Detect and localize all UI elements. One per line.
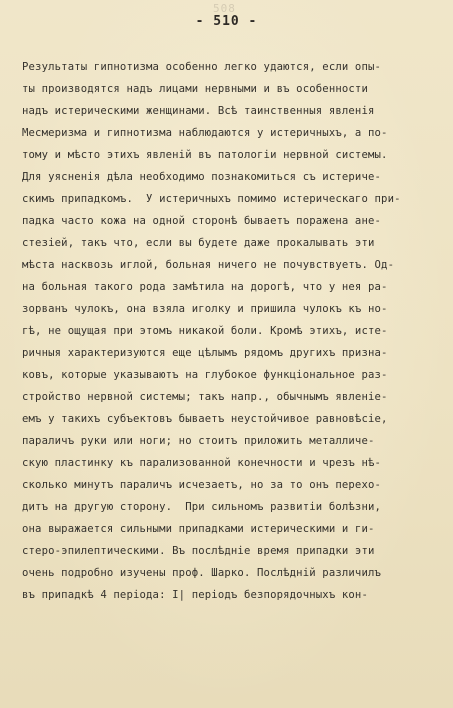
text-line: ричныя характеризуются еще цѣлымъ рядомъ другихъ призна- [22, 347, 388, 359]
text-line: падка часто кожа на одной сторонѣ бываетъ поражена ане- [22, 215, 382, 227]
text-line: мѣста насквозь иглой, больная ничего не почувствуетъ. Од- [22, 259, 395, 271]
text-line: тому и мѣсто этихъ явленій въ патологіи нервной системы. [22, 149, 388, 161]
text-line: емъ у такихъ субъектовъ бываетъ неустойчивое равновѣсіе, [22, 413, 388, 425]
text-line: ты производятся надъ лицами нервными и въ особенности [22, 83, 368, 95]
text-line: ковъ, которые указываютъ на глубокое функціональное раз- [22, 369, 388, 381]
text-line: Месмеризма и гипнотизма наблюдаются у истеричныхъ, а по- [22, 127, 388, 139]
text-line: на больная такого рода замѣтила на дорогѣ, что у нея ра- [22, 281, 388, 293]
text-line: въ припадкѣ 4 періода: I| періодъ безпорядочныхъ кон- [22, 589, 368, 601]
text-line: скую пластинку къ парализованной конечности и чрезъ нѣ- [22, 457, 382, 469]
text-line: она выражается сильными припадками истерическими и ги- [22, 523, 375, 535]
text-line: стройство нервной системы; такъ напр., обычнымъ явленіе- [22, 391, 388, 403]
text-line: сколько минутъ параличъ исчезаетъ, но за то онъ перехо- [22, 479, 382, 491]
text-line: гѣ, не ощущая при этомъ никакой боли. Кромѣ этихъ, исте- [22, 325, 388, 337]
body-text [22, 56, 442, 606]
text-line: Результаты гипнотизма особенно легко удаются, если опы- [22, 61, 382, 73]
text-line: стеро-эпилептическими. Въ послѣдніе время припадки эти [22, 545, 375, 557]
text-line: зорванъ чулокъ, она взяла иголку и пришила чулокъ къ но- [22, 303, 388, 315]
text-line: надъ истерическими женщинами. Всѣ таинственныя явленія [22, 105, 375, 117]
text-line: скимъ припадкомъ. У истеричныхъ помимо истерическаго при- [22, 193, 401, 205]
text-line: дитъ на другую сторону. При сильномъ развитіи болѣзни, [22, 501, 382, 513]
bleed-through-page-number: 508 [213, 2, 236, 15]
text-line: параличъ руки или ноги; но стоитъ приложить металличе- [22, 435, 375, 447]
text-line: очень подробно изучены проф. Шарко. Послѣдній различилъ [22, 567, 382, 579]
page-number: - 510 - [195, 14, 258, 29]
text-line: стезіей, такъ что, если вы будете даже прокалывать эти [22, 237, 375, 249]
text-line: Для уясненія дѣла необходимо познакомиться съ истериче- [22, 171, 382, 183]
